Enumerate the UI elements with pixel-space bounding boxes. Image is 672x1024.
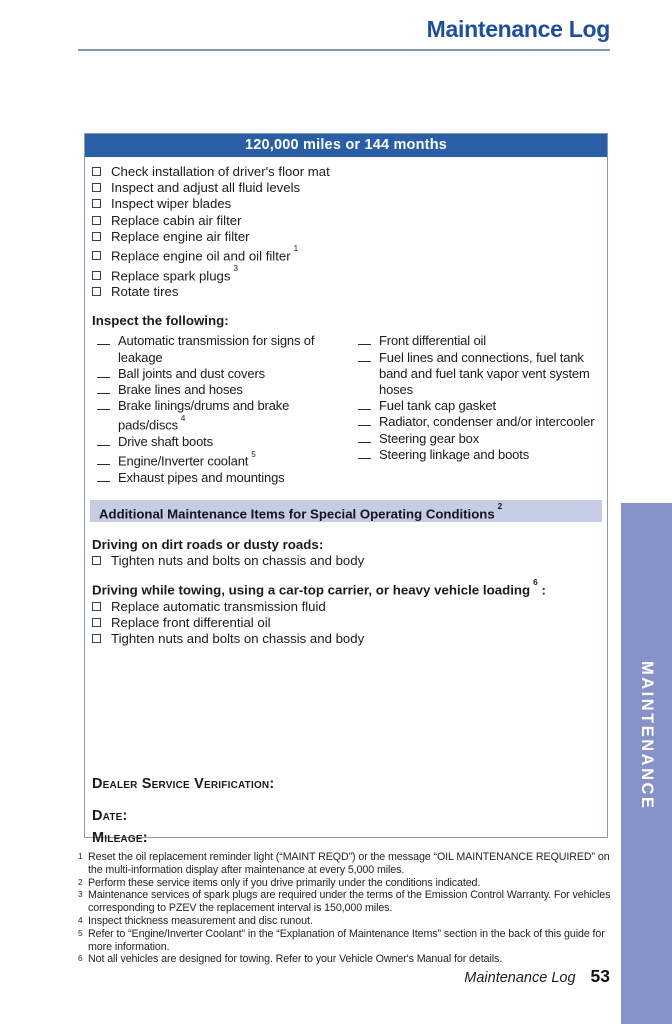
checklist-item-label: Inspect and adjust all fluid levels [111,180,301,196]
inspect-item-label: Fuel tank cap gasket [379,398,496,414]
date-label: Date: [92,808,128,825]
checkbox[interactable] [92,634,101,643]
footnote-marker: 4 [78,914,83,925]
checklist-item [92,553,607,569]
interval-header: 120,000 miles or 144 months [85,134,607,157]
blank-line [358,351,371,362]
inspect-item-label: Brake linings/drums and brake pads/discs [118,398,290,433]
inspect-item [92,434,353,450]
footnote-ref: 2 [497,502,503,512]
inspect-item [353,431,607,447]
inspect-item [353,414,607,430]
blank-line [97,367,110,378]
inspect-item [92,450,353,470]
inspect-item-label: Steering gear box [379,430,480,446]
checklist-item-label: Rotate tires [111,284,179,300]
footnote-text: Refer to “Engine/Inverter Coolant” in the “Explanation of Maintenance Items” section in the back of this guide for more information. [88,927,605,953]
blank-line [97,471,110,482]
inspect-item-label: Steering linkage and boots [379,446,530,462]
footnote-marker: 5 [78,927,83,938]
footnote-text: Not all vehicles are designed for towing. Refer to your Vehicle Owner's Manual for details. [88,953,503,966]
towing-heading: Driving while towing, using a car-top carrier, or heavy vehicle loading $^6$ : [92,578,546,598]
additional-maintenance-label: Additional Maintenance Items for Special Operating Conditions [99,506,495,522]
checkbox[interactable] [92,271,101,280]
checkbox[interactable] [92,251,101,260]
page-header [78,14,610,51]
checkbox[interactable] [92,167,101,176]
checklist-item [92,631,607,647]
footnote-marker: 2 [78,876,83,887]
footnote [78,928,616,954]
checklist-item [92,284,607,300]
checklist-item [92,599,607,615]
checkbox[interactable] [92,556,101,565]
footnote-marker: 1 [78,851,83,861]
mileage-label: Mileage: [92,830,148,847]
verification-block [92,776,607,847]
inspect-item-label: Engine/Inverter coolant [118,453,249,469]
blank-line [358,448,371,459]
checkbox[interactable] [92,287,101,296]
checkbox[interactable] [92,216,101,225]
service-checklist [85,164,607,300]
footnote [78,851,616,877]
inspect-item-label: Exhaust pipes and mountings [118,469,285,485]
checkbox[interactable] [92,618,101,627]
footnote-ref: 3 [233,263,239,273]
checklist-item-label: Replace spark plugs [111,268,231,283]
checklist-item [92,265,607,285]
checkbox[interactable] [92,199,101,208]
footnote [78,915,616,928]
inspect-item [92,470,353,486]
footnote-text: Inspect thickness measurement and disc runout. [88,914,313,927]
footer-section-label: Maintenance Log [464,970,576,986]
footnote [78,889,616,915]
checklist-item-label: Replace engine air filter [111,228,250,244]
footnote-text: Reset the oil replacement reminder light (“MAINT REQD”) or the message “OIL MAINTENANCE REQUIRED” on the multi-information display after maintenance at every 5,000 miles. [88,851,610,876]
inspect-item [353,447,607,463]
checklist-item [92,196,607,212]
inspect-item [353,333,607,349]
blank-line [358,399,371,410]
inspect-item [353,398,607,414]
checklist-item-label: Replace automatic transmission fluid [111,598,326,614]
checklist-item-label: Replace cabin air filter [111,212,242,228]
inspect-item-label: Fuel lines and connections, fuel tank band and fuel tank vapor vent system hoses [379,349,590,398]
footnote-ref: 1 [293,244,299,254]
footnote-ref: 6 [533,578,538,588]
inspect-item [353,350,607,399]
inspect-item-label: Drive shaft boots [118,433,213,449]
footnote-text: Perform these service items only if you drive primarily under the conditions indicated. [88,876,481,889]
page-title: Maintenance Log [426,16,610,42]
inspect-heading: Inspect the following: [92,313,229,329]
footnote-marker: 3 [78,889,83,900]
inspect-item [92,333,353,365]
footnote-text: Maintenance services of spark plugs are required under the terms of the Emission Control Warranty. For vehicles corresponding to PZEV the replacement interval is 150,000 miles. [88,889,611,915]
dirt-roads-heading: Driving on dirt roads or dusty roads: [92,536,324,552]
inspect-list-right [353,333,607,485]
blank-line [358,415,371,426]
maintenance-tab-label: MAINTENANCE [638,661,656,811]
dealer-verification-label: Dealer Service Verification: [92,776,275,793]
checklist-item-label: Inspect wiper blades [111,196,232,212]
additional-maintenance-banner [90,500,602,522]
checklist-item [92,164,607,180]
checkbox[interactable] [92,232,101,241]
checklist-item [92,213,607,229]
header-rule [78,49,610,51]
inspect-item-label: Ball joints and dust covers [118,365,265,381]
page-footer [210,966,610,987]
checklist-item-label: Tighten nuts and bolts on chassis and body [111,552,365,568]
blank-line [97,454,110,465]
checklist-item-label: Replace front differential oil [111,614,271,630]
inspect-item-label: Automatic transmission for signs of leakage [118,333,315,365]
blank-line [97,399,110,410]
inspect-item-label: Radiator, condenser and/or intercooler [379,414,595,430]
checkbox[interactable] [92,183,101,192]
dirt-roads-list [85,553,607,569]
towing-list [85,599,607,648]
checkbox[interactable] [92,602,101,611]
inspect-list-left [92,333,353,485]
footnote [78,953,616,966]
blank-line [358,334,371,345]
maintenance-section-tab[interactable] [621,503,672,1024]
footnote-ref: 5 [251,449,256,459]
inspect-item [92,382,353,398]
footnotes [78,851,616,966]
inspect-item-label: Brake lines and hoses [118,382,243,398]
checklist-item [92,229,607,245]
blank-line [97,334,110,345]
footnote [78,877,616,890]
blank-line [97,435,110,446]
inspect-item [92,398,353,434]
checklist-item [92,615,607,631]
inspect-columns [85,333,607,485]
checklist-item [92,245,607,265]
blank-line [97,383,110,394]
checklist-item [92,180,607,196]
checklist-item-label: Replace engine oil and oil filter [111,248,291,264]
page-number: 53 [590,966,610,986]
blank-line [358,432,371,443]
checklist-item-label: Check installation of driver's floor mat [111,164,330,179]
checklist-item-label: Tighten nuts and bolts on chassis and body [111,630,365,646]
footnote-marker: 6 [78,953,83,964]
inspect-item [92,366,353,382]
inspect-item-label: Front differential oil [379,333,487,349]
footnote-ref: 4 [180,413,186,423]
maintenance-log-box [84,133,608,847]
